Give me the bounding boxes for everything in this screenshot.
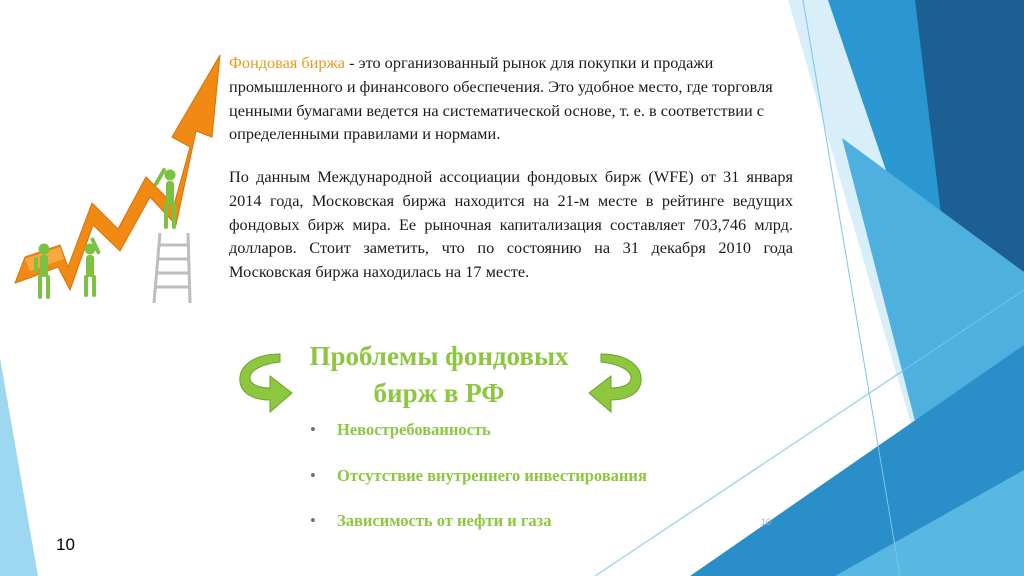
- slide-number-small: 10: [761, 517, 772, 527]
- bullet-dot: •: [310, 511, 316, 530]
- figure-left-icon: [34, 244, 50, 300]
- list-item: [310, 464, 647, 510]
- problems-heading-line2: бирж в РФ: [373, 378, 505, 408]
- definition-paragraph: [229, 51, 793, 146]
- problems-heading-line1: Проблемы фондовых: [309, 341, 569, 371]
- ranking-paragraph: По данным Международной ассоциации фондовых бирж (WFE) от 31 января 2014 года, Московская биржа находится на 21-м месте в рейтинге ведущих фондовых бирж мира. Ее рыночная капитализация составляет 703,746 млрд. долларов. Стоит заметить, что по состоянию на 31 декабря 2010 года Московская биржа находилась на 17 месте.: [229, 167, 793, 282]
- problem-label: Невостребованность: [337, 420, 491, 439]
- definition-text: - это организованный рынок для покупки и продажи промышленного и финансового обеспечения. Это удобное место, где торговля ценными бумагами ведется на систематической основе, т. е. в соответствии с определенными правилами и нормами.: [229, 53, 773, 144]
- bullet-dot: •: [310, 465, 316, 485]
- problems-list: [310, 418, 647, 555]
- left-corner-triangle: [0, 358, 38, 576]
- problem-label: Отсутствие внутреннего инвестирования: [337, 465, 647, 485]
- slide-number-large: 10: [56, 535, 75, 554]
- term-stock-exchange: Фондовая биржа: [229, 53, 346, 72]
- figure-middle-icon: [84, 237, 101, 297]
- bullet-dot: •: [310, 420, 316, 439]
- ladder-icon: [154, 233, 190, 303]
- growth-arrow-illustration: [0, 45, 230, 310]
- list-item: [310, 418, 647, 464]
- problems-heading: [280, 338, 598, 412]
- problem-label: Зависимость от нефти и газа: [337, 511, 552, 530]
- list-item: [310, 509, 647, 555]
